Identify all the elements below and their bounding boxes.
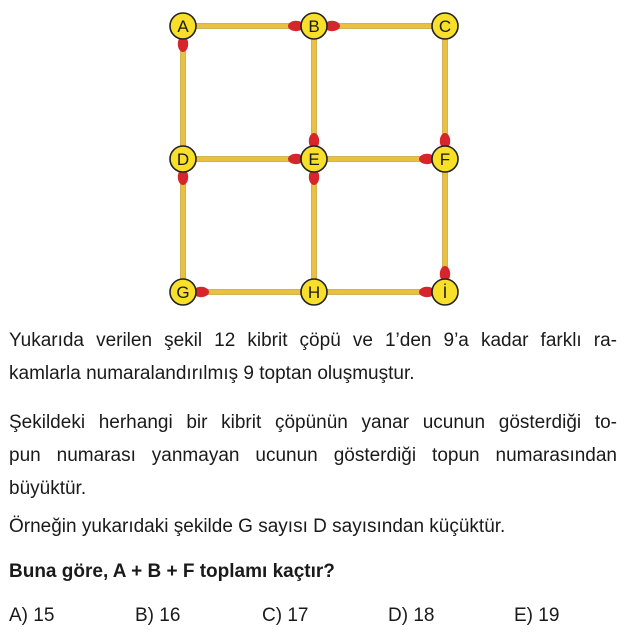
matchstick-de [196, 154, 304, 164]
ball-label: İ [442, 283, 448, 302]
matchstick-be [309, 39, 319, 149]
ball-b [301, 13, 327, 39]
matchstick-ef [327, 154, 435, 164]
ball-label: F [439, 150, 451, 169]
ball-i [432, 279, 458, 305]
ball-a [170, 13, 196, 39]
intro-paragraph [9, 324, 617, 390]
ball-g [170, 279, 196, 305]
matchstick-bc [324, 21, 432, 31]
ball-d [170, 146, 196, 172]
matchstick-hi [327, 287, 435, 297]
matchstick-fi [440, 172, 450, 282]
question-text: Buna göre, A + B + F toplamı kaçtır? [9, 561, 335, 582]
option-value: 19 [538, 605, 560, 626]
ball-label: H [307, 283, 321, 302]
option-value: 15 [33, 605, 55, 626]
ball-c [432, 13, 458, 39]
matchstick-ad [178, 36, 188, 146]
matchstick-ab [196, 21, 304, 31]
ball-label: B [308, 17, 320, 36]
option-b[interactable] [135, 605, 180, 627]
matchstick-gh [193, 287, 301, 297]
matchstick-eh [309, 169, 319, 279]
ball-e [301, 146, 327, 172]
ball-label: C [438, 17, 452, 36]
option-value: 17 [287, 605, 309, 626]
ball-label: D [176, 150, 190, 169]
option-value: 16 [159, 605, 181, 626]
example-paragraph: Örneğin yukarıdaki şekilde G sayısı D sayısından küçüktür. [9, 516, 506, 537]
ball-f [432, 146, 458, 172]
ball-h [301, 279, 327, 305]
ball-label: G [176, 283, 190, 302]
option-letter: A) [9, 605, 28, 626]
option-e[interactable] [514, 605, 559, 627]
ball-label: E [308, 150, 320, 169]
intro-line-2: kamlarla numaralandırılmış 9 toptan oluşmuştur. [9, 363, 415, 384]
rule-paragraph [9, 406, 617, 505]
rule-line-2: pun numarası yanmayan ucunun gösterdiği topun numarasından [9, 445, 617, 466]
option-value: 18 [413, 605, 435, 626]
option-d[interactable] [388, 605, 434, 627]
option-letter: E) [514, 605, 533, 626]
option-letter: C) [262, 605, 283, 626]
option-a[interactable] [9, 605, 54, 627]
matchstick-dg [178, 169, 188, 279]
rule-line-3: büyüktür. [9, 478, 87, 499]
intro-line-1: Yukarıda verilen şekil 12 kibrit çöpü ve 1’den 9’a kadar farklı ra- [9, 330, 617, 351]
option-c[interactable] [262, 605, 308, 627]
matchstick-cf [440, 39, 450, 149]
rule-line-1: Şekildeki herhangi bir kibrit çöpünün yanar ucunun gösterdiği to- [9, 412, 617, 433]
ball-label: A [177, 17, 189, 36]
option-letter: B) [135, 605, 154, 626]
option-letter: D) [388, 605, 409, 626]
